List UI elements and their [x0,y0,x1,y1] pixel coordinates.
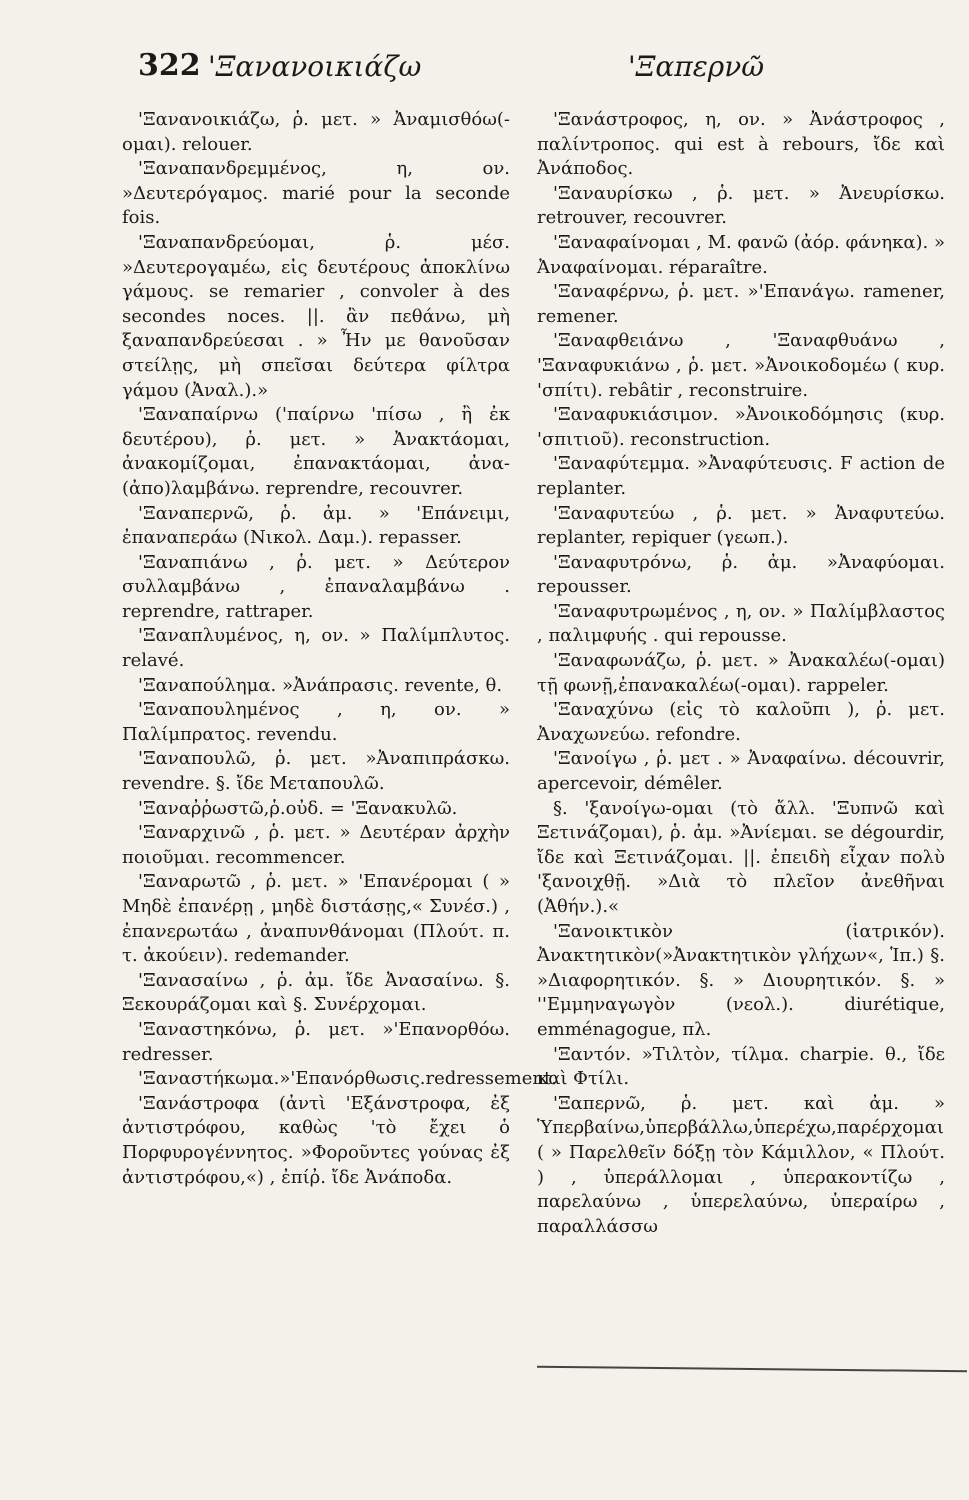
dictionary-entry: 'Ξαναπουλῶ, ῥ. μετ. »Ἀναπιπράσκω. revendre. §. ἴδε Μεταπουλῶ. [122,748,510,795]
page-header [138,48,899,98]
underline-stroke [537,1366,967,1373]
right-column [537,108,945,1239]
dictionary-entry: 'Ξαναφυτρωμένος , η, ον. » Παλίμβλαστος , παλιμφυής . qui repousse. [537,600,945,647]
dictionary-entry: 'Ξανανοικιάζω, ῥ. μετ. » Ἀναμισθόω(-ομαι). relouer. [122,109,510,155]
dictionary-entry: 'Ξαναρωτῶ , ῥ. μετ. » 'Επανέρομαι ( » Μηδὲ ἐπανέρῃ , μηδὲ διστάσῃς,« Συνέσ.) , ἐπανερωτάω , ἀναπυνθάνομαι (Πλούτ. π. τ. ἀκούειν). redemander. [122,871,510,967]
dictionary-entry: 'Ξαναπανδρεμμένος, η, ον. »Δευτερόγαμος. marié pour la seconde fois. [122,158,510,229]
dictionary-entry: 'Ξαναφωνάζω, ῥ. μετ. » Ἀνακαλέω(-ομαι) τῇ φωνῇ,ἐπανακαλέω(-ομαι). rappeler. [537,650,945,696]
dictionary-entry: 'Ξαναπερνῶ, ῥ. ἀμ. » 'Επάνειμι, ἐπαναπεράω (Νικολ. Δαμ.). repasser. [122,502,510,549]
dictionary-entry: 'Ξαναφυτρόνω, ῥ. ἀμ. »Ἀναφύομαι. repousser. [537,551,945,598]
dictionary-entry: 'Ξανοικτικὸν (ἰατρικόν). Ἀνακτητικὸν(»Ἀνακτητικὸν γλήχων«, Ἱπ.) §. »Διαφορητικόν. §. » Διουρητικόν. §. » ''Εμμηναγωγὸν (νεολ.). diurétique, emménagogue, πλ. [537,920,945,1040]
page-number: 322 [138,48,201,83]
dictionary-entry: 'Ξαναφυκιάσιμον. »Ἀνοικοδόμησις (κυρ. 'σπιτιοῦ). reconstruction. [537,404,945,450]
dictionary-entry: 'Ξαναπαίρνω ('παίρνω 'πίσω , ἢ ἐκ δευτέρου), ῥ. μετ. » Ἀνακτάομαι, ἀνακομίζομαι, ἐπανακτάομαι, ἀνα-(ἀπο)λαμβάνω. reprendre, recouvrer. [122,404,510,499]
dictionary-entry: 'Ξαντόν. »Τιλτὸν, τίλμα. charpie. θ., ἴδε καὶ Φτίλι. [537,1043,945,1090]
dictionary-entry: 'Ξαναστήκωμα.»'Επανόρθωσις.redressement. [138,1068,557,1090]
dictionary-entry: 'Ξανοίγω , ῥ. μετ . » Ἀναφαίνω. découvrir, apercevoir, démêler. [537,748,945,795]
dictionary-entry: 'Ξαναπλυμένος, η, ον. » Παλίμπλυτος. relavé. [122,625,510,672]
dictionary-entry: 'Ξαναπούλημα. »Ἀνάπρασις. revente, θ. [138,674,503,696]
dictionary-entry: 'Ξαναστηκόνω, ῥ. μετ. »'Επανορθόω. redresser. [122,1018,510,1065]
dictionary-entry: 'Ξαναφυτεύω , ῥ. μετ. » Ἀναφυτεύω. replanter, repiquer (γεωπ.). [537,502,945,549]
dictionary-entry: 'Ξαναφύτεμμα. »Ἀναφύτευσις. F action de replanter. [537,453,945,499]
guide-word-right: 'Ξαπερνῶ [628,50,765,83]
dictionary-entry: §. 'ξανοίγω-ομαι (τὸ ἄλλ. 'Ξυπνῶ καὶ Ξετινάζομαι), ῥ. ἀμ. »Ἀνίεμαι. se dégourdir, ἴδε καὶ Ξετινάζομαι. ||. ἐπειδὴ εἶχαν πολὺ 'ξανοιχθῇ. »Διὰ τὸ πλεῖον ἀνεθῆναι (Ἀθήν.).« [537,797,945,917]
dictionary-entry: 'Ξαναχύνω (εἰς τὸ καλοῦπι ), ῥ. μετ. Ἀναχωνεύω. refondre. [537,699,945,745]
dictionary-entry: 'Ξαναφέρνω, ῥ. μετ. »'Επανάγω. ramener, remener. [537,281,945,327]
dictionary-entry: 'Ξανασαίνω , ῥ. ἀμ. ἴδε Ἀνασαίνω. §. Ξεκουράζομαι καὶ §. Συνέρχομαι. [122,969,510,1016]
dictionary-entry: 'Ξαναπανδρεύομαι, ῥ. μέσ. »Δευτερογαμέω, εἰς δευτέρους ἀποκλίνω γάμους. se remarier , convoler à des secondes noces. ||. ἂν πεθάνω, μὴ ξαναπανδρεύεσαι . » Ἦν με θανοῦσαν στείλῃς, μὴ σπεῖσαι δεύτερα φίλτρα γάμου (Ἀναλ.).» [122,231,510,401]
dictionary-entry: 'Ξαναφαίνομαι , Μ. φανῶ (ἀόρ. φάνηκα). » Ἀναφαίνομαι. réparaître. [537,231,945,278]
dictionary-entry: 'Ξανάστροφα (ἀντὶ 'Εξάνστροφα, ἐξ ἀντιστρόφου, καθὼς 'τὸ ἔχει ὁ Πορφυρογέννητος. »Φοροῦντες γούνας ἐξ ἀντιστρόφου,«) , ἐπίῤ. ἴδε Ἀνάποδα. [122,1092,510,1188]
left-column [122,108,557,1190]
dictionary-entry: 'Ξαναφθειάνω , 'Ξαναφθυάνω , 'Ξαναφυκιάνω , ῥ. μετ. »Ἀνοικοδομέω ( κυρ. 'σπίτι). rebâtir , reconstruire. [537,330,945,401]
dictionary-entry: 'Ξαπερνῶ, ῥ. μετ. καὶ ἀμ. » Ὑπερβαίνω,ὑπερβάλλω,ὑπερέχω,παρέρχομαι ( » Παρελθεῖν δόξῃ τὸν Κάμιλλον, « Πλούτ. ) , ὑπεράλλομαι , ὑπερακοντίζω , παρελαύνω , ὑπερελαύνω, ὑπεραίρω , παραλλάσσω [537,1092,945,1237]
dictionary-entry: 'Ξαναπιάνω , ῥ. μετ. » Δεύτερον συλλαμβάνω , ἐπαναλαμβάνω . reprendre, rattraper. [122,551,510,622]
dictionary-entry: 'Ξαναπουλημένος , η, ον. » Παλίμπρατος. revendu. [122,699,510,745]
dictionary-entry: 'Ξαναρχινῶ , ῥ. μετ. » Δευτέραν ἀρχὴν ποιοῦμαι. recommencer. [122,822,510,868]
dictionary-entry: 'Ξανάστροφος, η, ον. » Ἀνάστροφος , παλίντροπος. qui est à rebours, ἴδε καὶ Ἀνάποδος. [537,109,945,180]
guide-word-left: 'Ξανανοικιάζω [208,50,422,83]
dictionary-entry: 'Ξαναυρίσκω , ῥ. μετ. » Ἀνευρίσκω. retrouver, recouvrer. [537,182,945,229]
dictionary-entry: 'Ξαναῤῥωστῶ,ῥ.οὐδ. = 'Ξανακυλῶ. [138,797,458,819]
